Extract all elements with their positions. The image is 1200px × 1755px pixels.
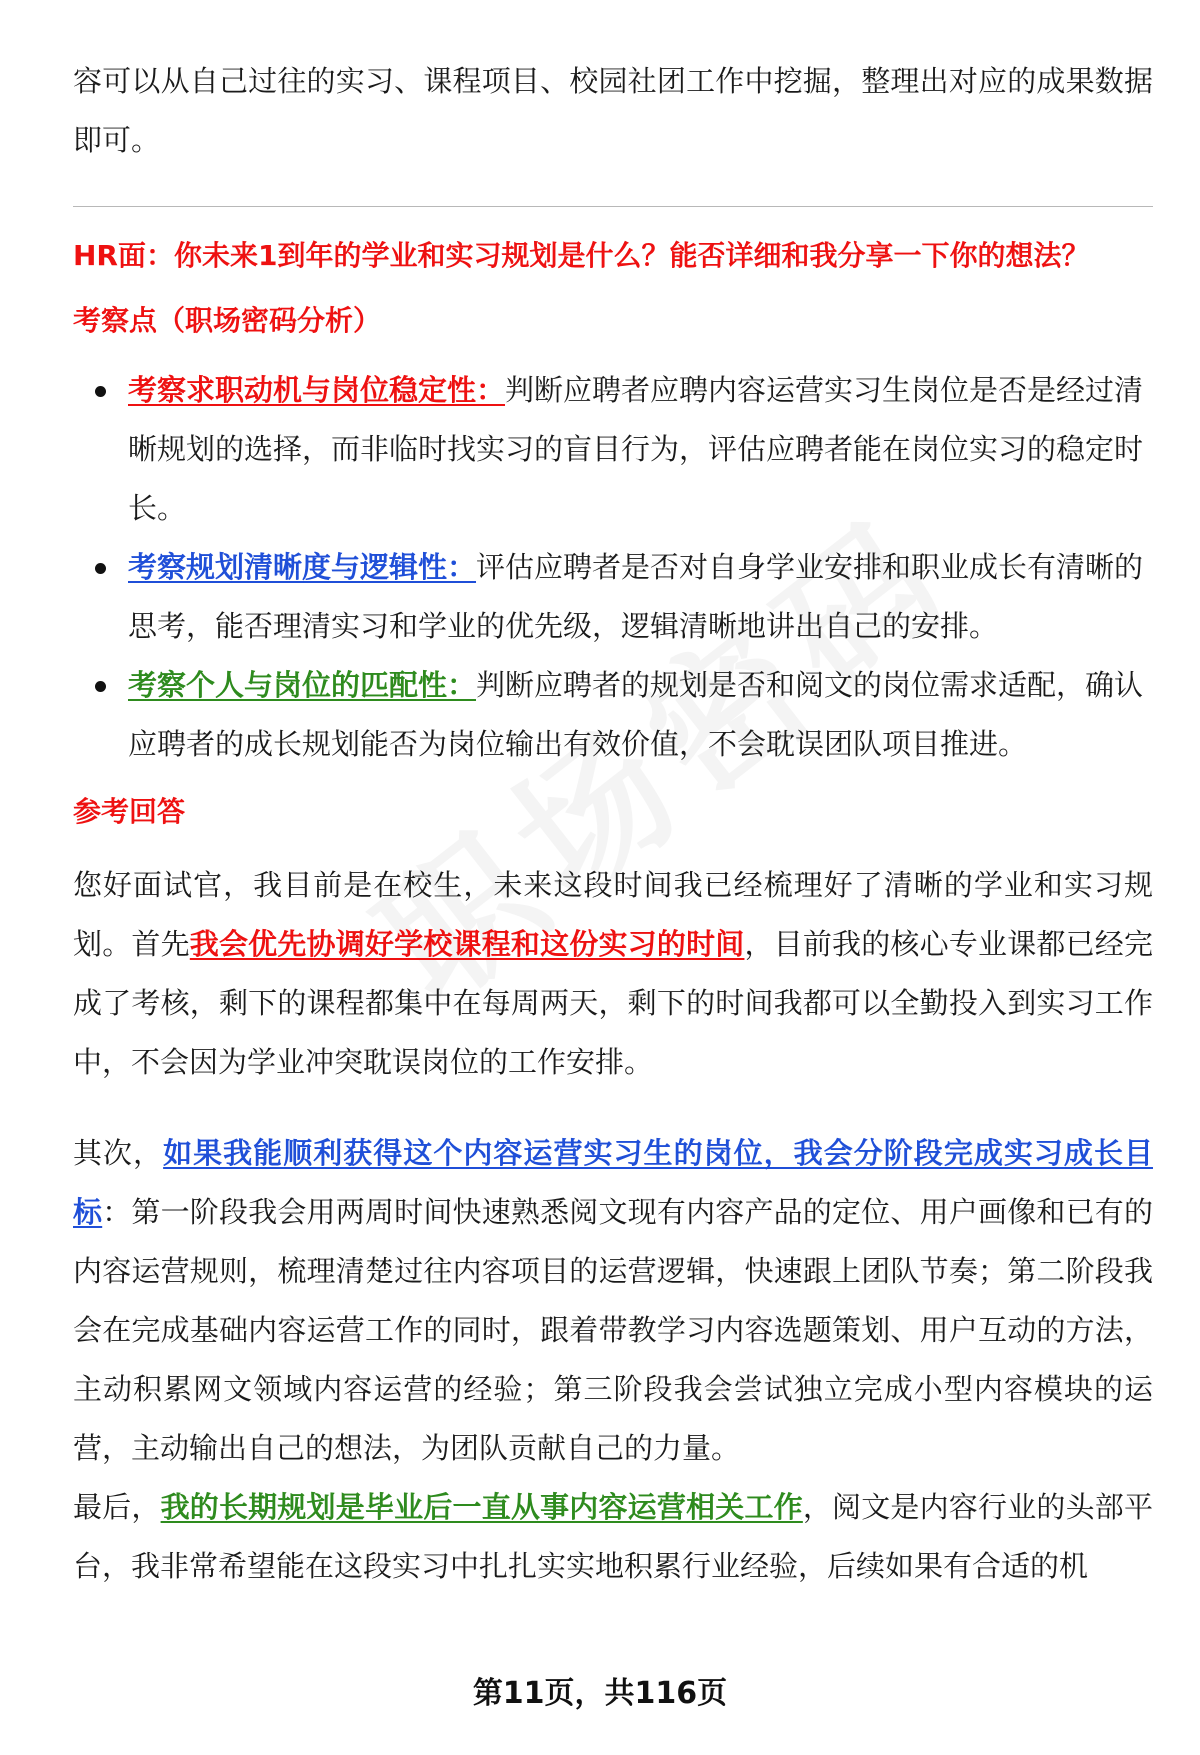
analysis-item-fit xyxy=(73,656,1153,774)
analysis-text: 判断应聘者应聘内容运营实习生岗位是否是经过清晰规划的选择，而非临时找实习的盲目行为，评估应聘者能在岗位实习的稳定时长。 xyxy=(128,373,1144,525)
bullet-dot-icon xyxy=(95,386,106,397)
analysis-item-motivation xyxy=(73,361,1153,538)
answer-paragraph-2 xyxy=(73,1124,1153,1478)
section-divider xyxy=(73,206,1153,207)
answer-heading: 参考回答 xyxy=(73,795,186,828)
bullet-dot-icon xyxy=(95,563,106,574)
analysis-heading: 考察点（职场密码分析） xyxy=(73,304,382,337)
analysis-text: 评估应聘者是否对自身学业安排和职业成长有清晰的思考，能否理清实习和学业的优先级，逻辑清晰地讲出自己的安排。 xyxy=(128,550,1144,643)
answer-text: ：第一阶段我会用两周时间快速熟悉阅文现有内容产品的定位、用户画像和已有的内容运营规则，梳理清楚过往内容项目的运营逻辑，快速跟上团队节奏；第二阶段我会在完成基础内容运营工作的同时，跟着带教学习内容选题策划、用户互动的方法，主动积累网文领域内容运营的经验；第三阶段我会尝试独立完成小型内容模块的运营，主动输出自己的想法，为团队贡献自己的力量。 xyxy=(73,1195,1153,1465)
answer-paragraph-1 xyxy=(73,856,1153,1092)
content-area xyxy=(73,52,1153,1596)
answer-highlight: 我的长期规划是毕业后一直从事内容运营相关工作 xyxy=(160,1490,803,1524)
answer-text: ，阅文是内容行业的头部平台，我非常希望能在这段实习中扎扎实实地积累行业经验，后续如果有合适的机 xyxy=(73,1490,1153,1583)
intro-paragraph: 容可以从自己过往的实习、课程项目、校园社团工作中挖掘，整理出对应的成果数据即可。 xyxy=(73,64,1153,157)
answer-text: 最后， xyxy=(73,1490,161,1524)
analysis-text: 判断应聘者的规划是否和阅文的岗位需求适配，确认应聘者的成长规划能否为岗位输出有效价值，不会耽误团队项目推进。 xyxy=(128,668,1144,761)
analysis-tag: 考察求职动机与岗位稳定性： xyxy=(128,373,506,407)
analysis-tag: 考察规划清晰度与逻辑性： xyxy=(128,550,477,584)
analysis-list xyxy=(73,361,1153,774)
answer-highlight: 我会优先协调好学校课程和这份实习的时间 xyxy=(189,927,745,961)
answer-text: ，目前我的核心专业课都已经完成了考核，剩下的课程都集中在每周两天，剩下的时间我都可以全勤投入到实习工作中，不会因为学业冲突耽误岗位的工作安排。 xyxy=(73,927,1153,1079)
page-number: 第11页，共116页 xyxy=(472,1676,728,1711)
bullet-dot-icon xyxy=(95,681,106,692)
analysis-tag: 考察个人与岗位的匹配性： xyxy=(128,668,477,702)
answer-highlight: 如果我能顺利获得这个内容运营实习生的岗位，我会分阶段完成实习成长目标 xyxy=(73,1136,1153,1229)
answer-text: 您好面试官，我目前是在校生，未来这段时间我已经梳理好了清晰的学业和实习规划。首先 xyxy=(73,868,1153,961)
analysis-item-planning xyxy=(73,538,1153,656)
answer-text: 其次， xyxy=(73,1136,164,1170)
interview-question: HR面：你未来1到年的学业和实习规划是什么？能否详细和我分享一下你的想法？ xyxy=(73,239,1090,272)
answer-paragraph-3 xyxy=(73,1478,1153,1596)
